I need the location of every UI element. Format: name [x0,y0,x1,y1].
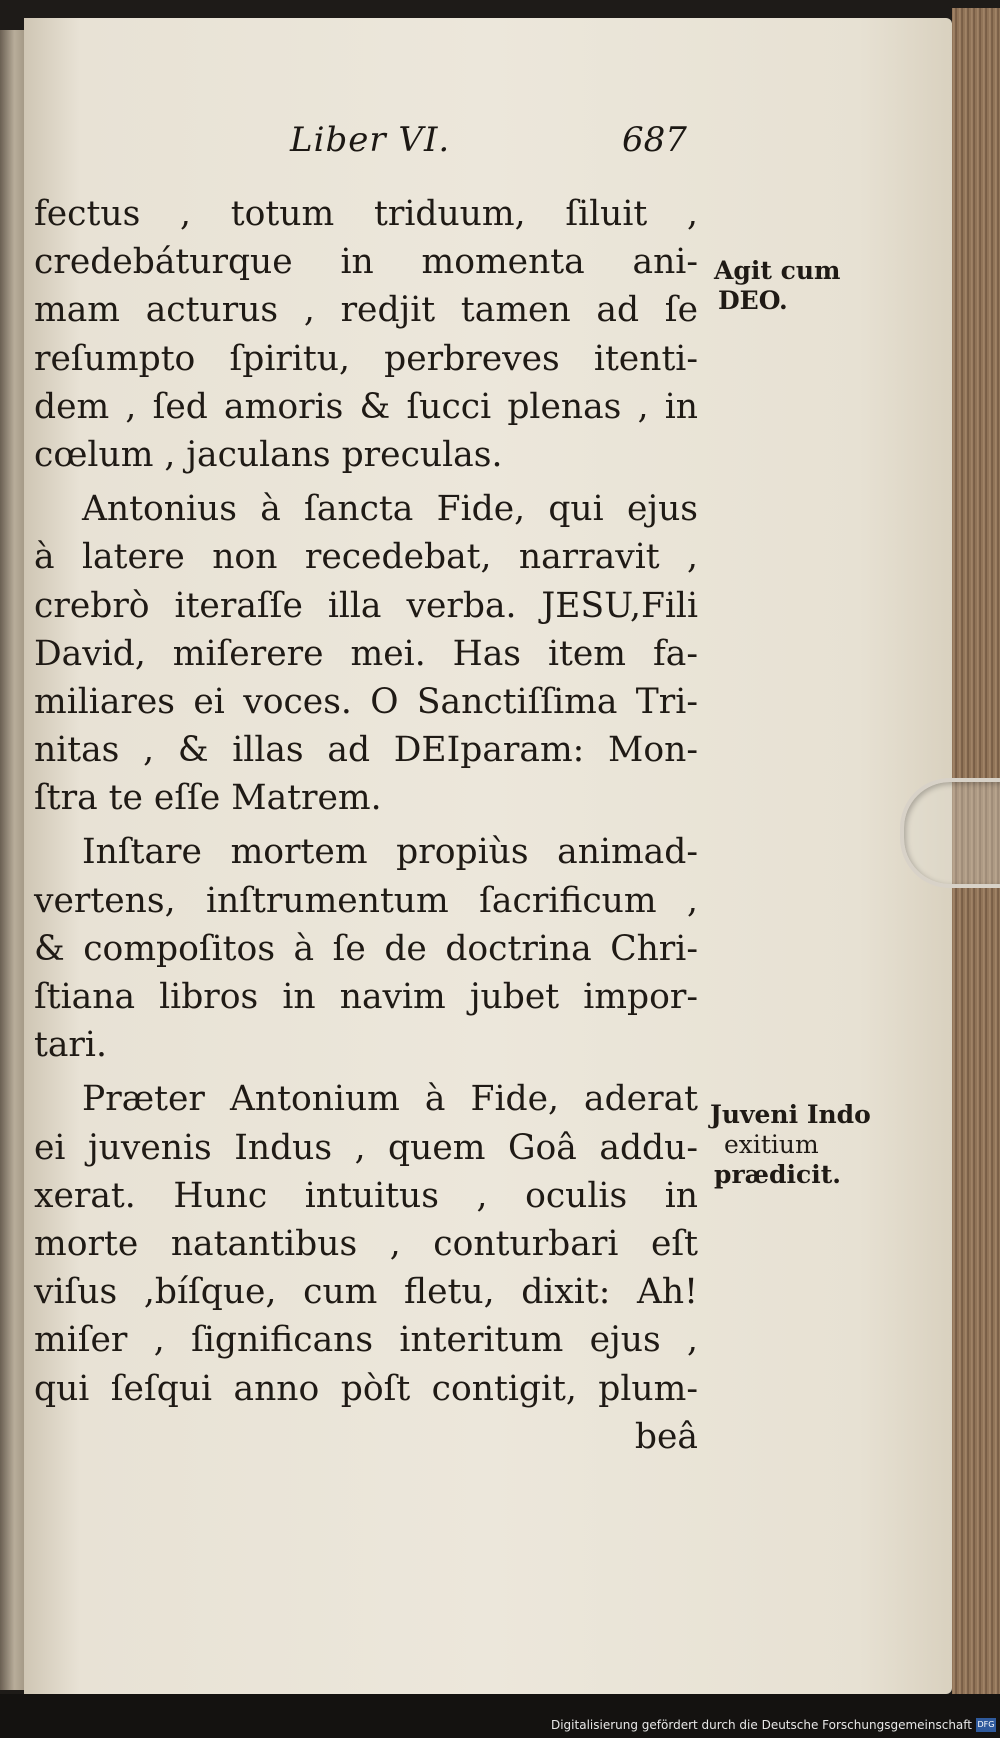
text-line: nitas , & illas ad DEIparam: Mon- [34,730,698,771]
text-line: David, miſerere mei. Has item fa- [34,633,698,674]
text-line: beâ [634,1416,698,1457]
text-line: cœlum , jaculans preculas. [34,434,503,475]
adjacent-page-edge [0,30,24,1690]
digitization-credit: Digitalisierung gefördert durch die Deutsche Forschungsgemeinschaft [550,1718,972,1732]
text-line: miliares ei voces. O Sanctiſſima Tri- [34,681,698,722]
margin-note-line: Juveni Indo [710,1100,871,1129]
text-line: crebrò iteraſſe illa verba. JESU,Fili [34,585,698,626]
margin-note-line: DEO. [718,286,788,315]
margin-note-line: exitium [724,1130,819,1159]
text-line: reſumpto ſpiritu, perbreves itenti- [34,338,698,379]
text-line: tari. [34,1025,107,1066]
text-line: ei juvenis Indus , quem Goâ addu- [34,1127,698,1168]
text-line: morte natantibus , conturbari eſt [34,1223,698,1264]
text-line: ſtra te eſſe Matrem. [34,778,382,819]
text-line: credebáturque in momenta ani- [34,242,698,283]
running-head: Liber VI. [290,120,451,160]
margin-note-agit [714,256,840,316]
scanner-footer-band [0,1694,1000,1738]
page-number: 687 [622,120,687,160]
text-line: & compoſitos à ſe de doctrina Chri- [34,928,698,969]
dfg-logo-icon: DFG [976,1718,996,1732]
text-line: ſtiana libros in navim jubet impor- [34,977,698,1017]
margin-note-juveni [710,1100,871,1190]
adjacent-page-glyphs [2,180,24,1680]
margin-note-line: prædicit. [714,1160,841,1189]
text-line: Inſtare mortem propiùs animad- [82,832,698,873]
text-line: qui ſeſqui anno pòſt contigit, plum- [34,1368,698,1409]
text-line: mam acturus , redjit tamen ad ſe [34,290,698,331]
text-line: Antonius à ſancta Fide, qui ejus [82,489,698,530]
text-line: Præter Antonium à Fide, aderat [82,1079,698,1120]
text-line: vertens, inſtrumentum ſacrificum , [34,880,698,921]
text-line: xerat. Hunc intuitus , oculis in [34,1175,698,1216]
text-line: fectus , totum triduum, ſiluit , [34,194,698,234]
page-clip-icon [900,778,1000,888]
text-line: à latere non recedebat, narravit , [34,537,698,578]
margin-note-line: Agit cum [714,256,841,285]
text-line: dem , ſed amoris & ſucci plenas , in [34,386,698,427]
text-line: viſus ,bíſque, cum fletu, dixit: Ah! [34,1272,698,1313]
body-text [34,190,698,1461]
text-line: miſer , ſignificans interitum ejus , [34,1320,698,1361]
